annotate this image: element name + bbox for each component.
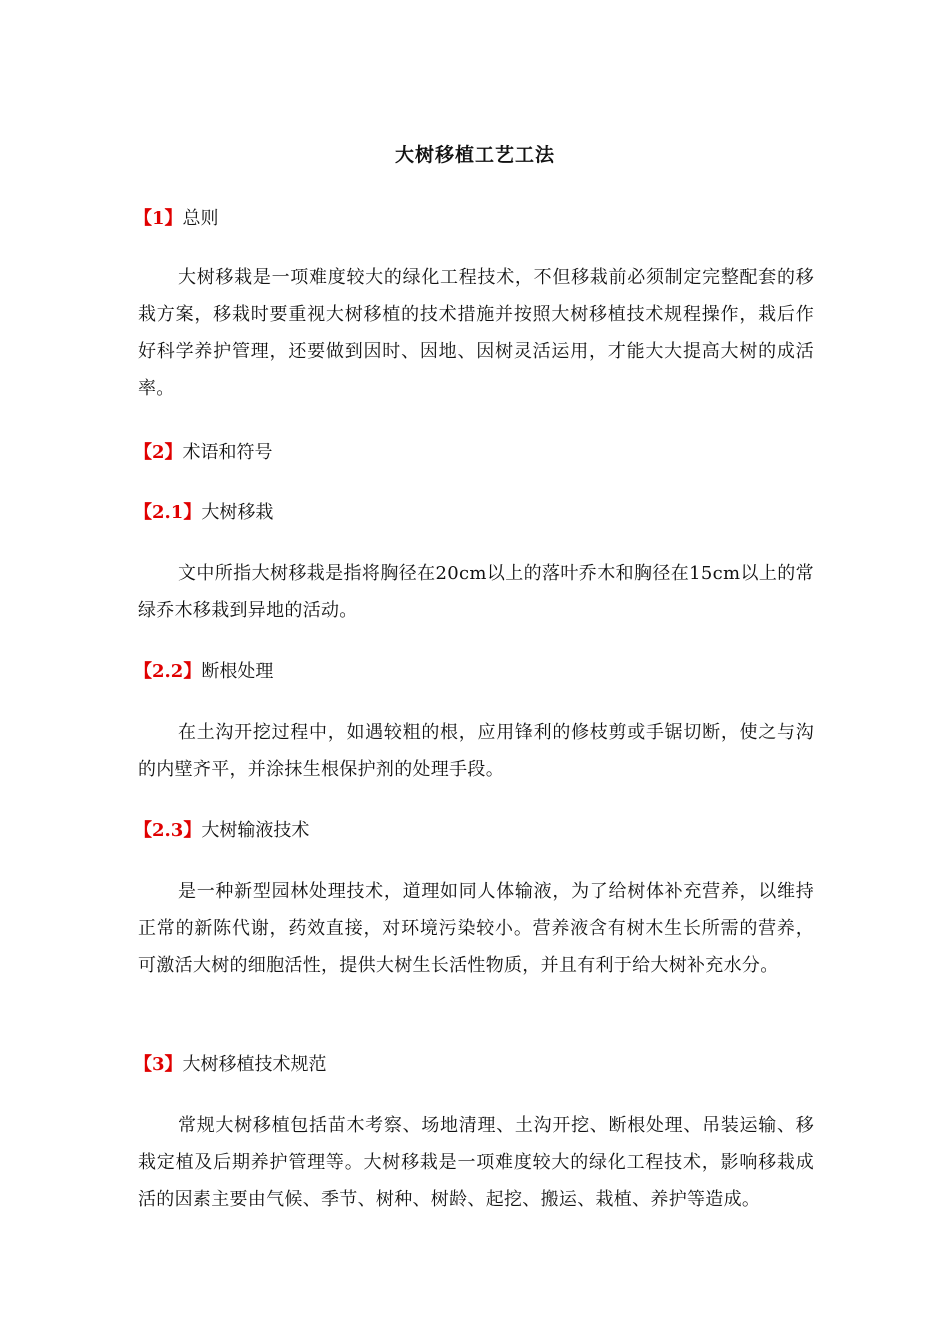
section-number: 【2.2】 xyxy=(134,661,202,682)
section-heading-2-3 xyxy=(134,816,309,846)
paragraph-infusion-technique: 是一种新型园林处理技术，道理如同人体输液，为了给树体补充营养，以维持正常的新陈代谢，药效直接，对环境污染较小。营养液含有树木生长所需的营养，可激活大树的细胞活性，提供大树生长活性物质，并且有利于给大树补充水分。 xyxy=(138,881,814,976)
paragraph-root-cutting: 在土沟开挖过程中，如遇较粗的根，应用锋利的修枝剪或手锯切断，使之与沟的内壁齐平，并涂抹生根保护剂的处理手段。 xyxy=(138,722,814,780)
section-number: 【2.1】 xyxy=(134,502,202,523)
section-number: 【3】 xyxy=(134,1054,183,1075)
section-heading-2-2 xyxy=(134,657,273,687)
section-title: 大树移植技术规范 xyxy=(182,1054,327,1075)
section-number: 【2.3】 xyxy=(134,820,202,841)
section-heading-3 xyxy=(134,1050,327,1080)
paragraph-technical-specification: 常规大树移植包括苗木考察、场地清理、土沟开挖、断根处理、吊装运输、移栽定植及后期养护管理等。大树移栽是一项难度较大的绿化工程技术，影响移栽成活的因素主要由气候、季节、树种、树龄、起挖、搬运、栽植、养护等造成。 xyxy=(138,1115,814,1210)
section-number: 【1】 xyxy=(134,208,183,229)
section-heading-2 xyxy=(134,438,273,468)
document-title: 大树移植工艺工法 xyxy=(394,144,555,166)
paragraph-big-tree-transplant: 文中所指大树移栽是指将胸径在20cm以上的落叶乔木和胸径在15cm以上的常绿乔木移栽到异地的活动。 xyxy=(138,563,814,621)
paragraph-general: 大树移栽是一项难度较大的绿化工程技术，不但移栽前必须制定完整配套的移栽方案，移栽时要重视大树移植的技术措施并按照大树移植技术规程操作，栽后作好科学养护管理，还要做到因时、因地、因树灵活运用，才能大大提高大树的成活率。 xyxy=(138,267,814,399)
section-heading-2-1 xyxy=(134,498,273,528)
section-title: 术语和符号 xyxy=(182,442,273,463)
section-title: 大树移栽 xyxy=(201,502,274,523)
section-heading-1 xyxy=(134,204,219,234)
section-title: 总则 xyxy=(182,208,219,229)
section-title: 断根处理 xyxy=(201,661,274,682)
section-title: 大树输液技术 xyxy=(201,820,310,841)
section-number: 【2】 xyxy=(134,442,183,463)
